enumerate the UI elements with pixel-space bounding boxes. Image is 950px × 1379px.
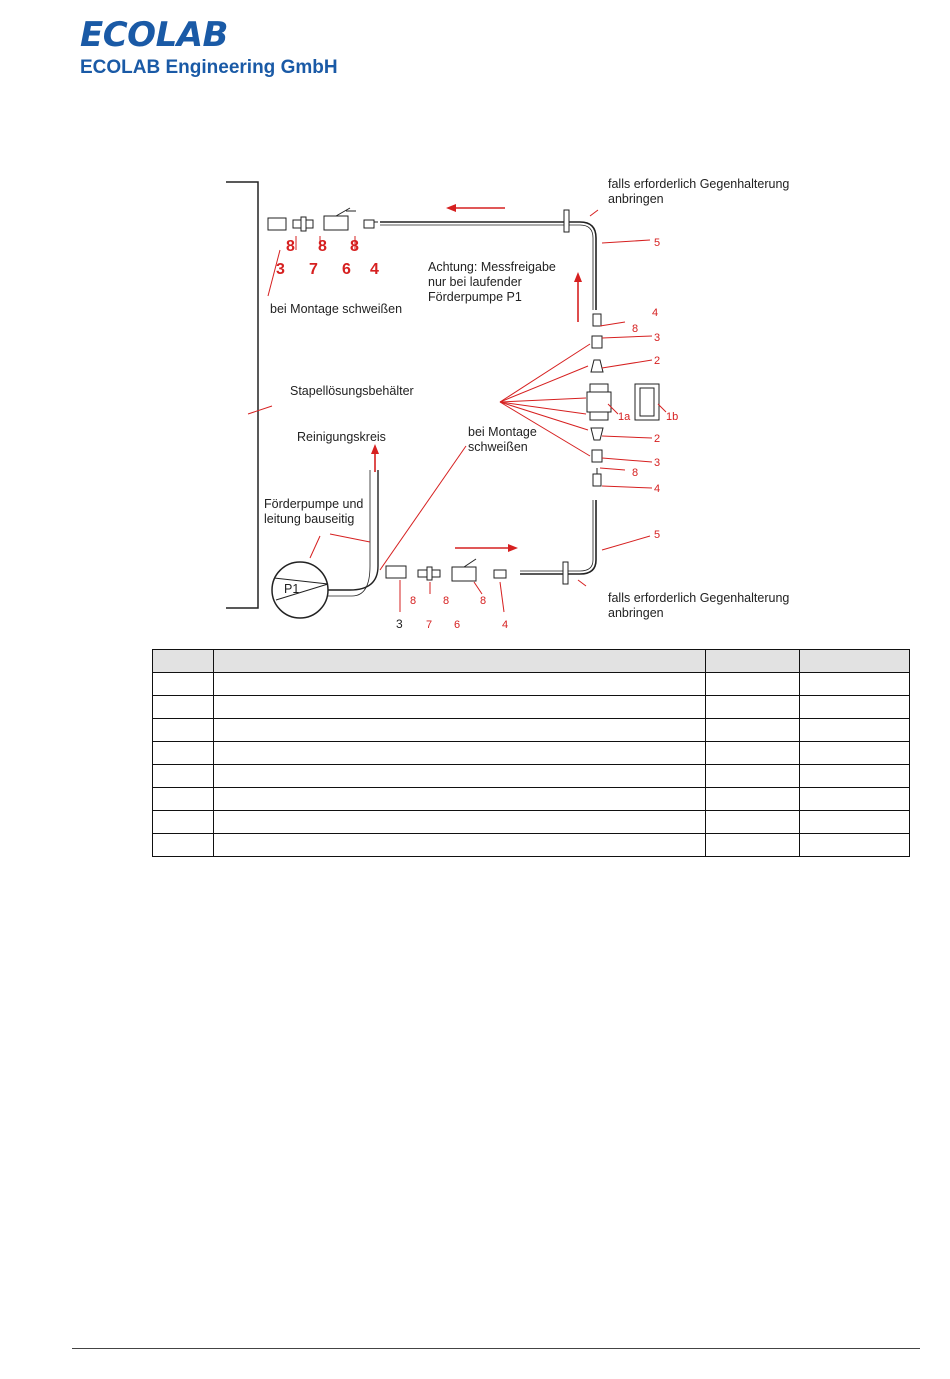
sensor-1b <box>635 384 659 420</box>
table-cell <box>153 742 214 765</box>
part-number: 4 <box>502 619 509 631</box>
fitting-4-top <box>364 220 374 228</box>
table-cell <box>706 673 800 696</box>
part-number: 8 <box>410 595 417 607</box>
table-cell <box>213 742 705 765</box>
table-cell <box>213 834 705 857</box>
table-cell <box>706 719 800 742</box>
fitting-4-bottom <box>494 570 506 578</box>
table-row <box>153 719 910 742</box>
table-cell <box>213 673 705 696</box>
valve-6-bottom <box>452 559 476 581</box>
table-cell <box>153 811 214 834</box>
part-number: 8 <box>350 238 359 255</box>
part-number: 8 <box>632 467 639 479</box>
sensor-1a <box>587 384 611 420</box>
part-number: 8 <box>286 238 295 255</box>
part-number: 1b <box>666 411 679 423</box>
tank-outline <box>226 182 258 608</box>
note-counterhold-bottom-2: anbringen <box>608 606 664 620</box>
part-number: 4 <box>370 261 379 278</box>
part-number: 2 <box>654 433 661 445</box>
reducer-2-top <box>591 360 603 372</box>
table-cell <box>153 788 214 811</box>
table-row <box>153 765 910 788</box>
pump-p1 <box>272 562 328 618</box>
part-number: 6 <box>454 619 461 631</box>
part-number: 1a <box>618 411 631 423</box>
fitting-7-top <box>293 217 313 231</box>
table-header <box>153 650 910 673</box>
table-cell <box>706 765 800 788</box>
fitting-3-bottom <box>386 566 406 578</box>
table-cell <box>706 788 800 811</box>
note-achtung-1: Achtung: Messfreigabe <box>428 260 556 274</box>
logo-wordmark: ECOLAB <box>80 15 228 55</box>
table-cell <box>800 742 910 765</box>
reducer-2-bottom <box>591 428 603 440</box>
table-cell <box>213 811 705 834</box>
header-cell <box>800 650 910 673</box>
fitting-3-right-bottom <box>592 450 602 462</box>
note-achtung-3: Förderpumpe P1 <box>428 290 522 304</box>
table-row <box>153 788 910 811</box>
flange-bottom <box>563 562 568 584</box>
valve-6-top <box>324 208 356 230</box>
header-cell <box>213 650 705 673</box>
part-number: 6 <box>342 261 351 278</box>
flange-top <box>564 210 569 232</box>
fitting-3-right-top <box>592 336 602 348</box>
note-counterhold-top-1: falls erforderlich Gegenhalterung <box>608 177 790 191</box>
part-number: 3 <box>654 332 661 344</box>
table-cell <box>153 834 214 857</box>
table-cell <box>213 719 705 742</box>
table-cell <box>800 673 910 696</box>
part-number: 4 <box>652 307 659 319</box>
table-cell <box>800 811 910 834</box>
table-cell <box>800 765 910 788</box>
part-number: 8 <box>632 323 639 335</box>
table-cell <box>800 834 910 857</box>
table-cell <box>706 834 800 857</box>
table-row <box>153 673 910 696</box>
header-cell <box>706 650 800 673</box>
table-row <box>153 811 910 834</box>
table-row <box>153 742 910 765</box>
table-cell <box>706 811 800 834</box>
footer-divider <box>72 1348 920 1349</box>
note-weld-mid-1: bei Montage <box>468 425 537 439</box>
company-name: ECOLAB Engineering GmbH <box>80 57 338 78</box>
table-cell <box>213 765 705 788</box>
note-pump-line-2: leitung bauseitig <box>264 512 355 526</box>
fitting-4-right-bottom <box>593 474 601 486</box>
part-number: 7 <box>309 261 318 278</box>
part-number: 5 <box>654 237 661 249</box>
part-number: 2 <box>654 355 661 367</box>
table-cell <box>153 719 214 742</box>
note-counterhold-bottom-1: falls erforderlich Gegenhalterung <box>608 591 790 605</box>
note-weld-left: bei Montage schweißen <box>270 302 403 316</box>
part-number: 8 <box>443 595 450 607</box>
table-cell <box>153 696 214 719</box>
part-number: 7 <box>426 619 433 631</box>
part-number: 5 <box>654 529 661 541</box>
fitting-3-top <box>268 218 286 230</box>
table-cell <box>706 742 800 765</box>
pump-label: P1 <box>284 582 300 596</box>
pump-outlet-pipe <box>328 470 378 590</box>
table-cell <box>800 788 910 811</box>
fitting-4-right-top <box>593 314 601 326</box>
tank-label: Stapellösungsbehälter <box>290 384 414 398</box>
part-number: 3 <box>654 457 661 469</box>
table-cell <box>800 719 910 742</box>
part-number: 8 <box>318 238 327 255</box>
installation-diagram <box>0 0 950 640</box>
table-cell <box>706 696 800 719</box>
note-counterhold-top-2: anbringen <box>608 192 664 206</box>
part-number: 3 <box>396 617 403 631</box>
table-row <box>153 834 910 857</box>
part-number: 8 <box>480 595 487 607</box>
part-number: 3 <box>276 261 285 278</box>
table-cell <box>153 765 214 788</box>
cleaning-circuit-label: Reinigungskreis <box>297 430 386 444</box>
part-number: 4 <box>654 483 661 495</box>
note-weld-mid-2: schweißen <box>468 440 528 454</box>
note-pump-line-1: Förderpumpe und <box>264 497 364 511</box>
table-cell <box>800 696 910 719</box>
table-row <box>153 696 910 719</box>
header-cell <box>153 650 214 673</box>
table-cell <box>153 673 214 696</box>
fitting-7-bottom <box>418 567 440 580</box>
table-cell <box>213 788 705 811</box>
note-achtung-2: nur bei laufender <box>428 275 522 289</box>
pipe-bottom-inner <box>520 500 593 571</box>
pipe-bottom <box>520 500 596 574</box>
table-cell <box>213 696 705 719</box>
parts-table <box>152 649 910 857</box>
